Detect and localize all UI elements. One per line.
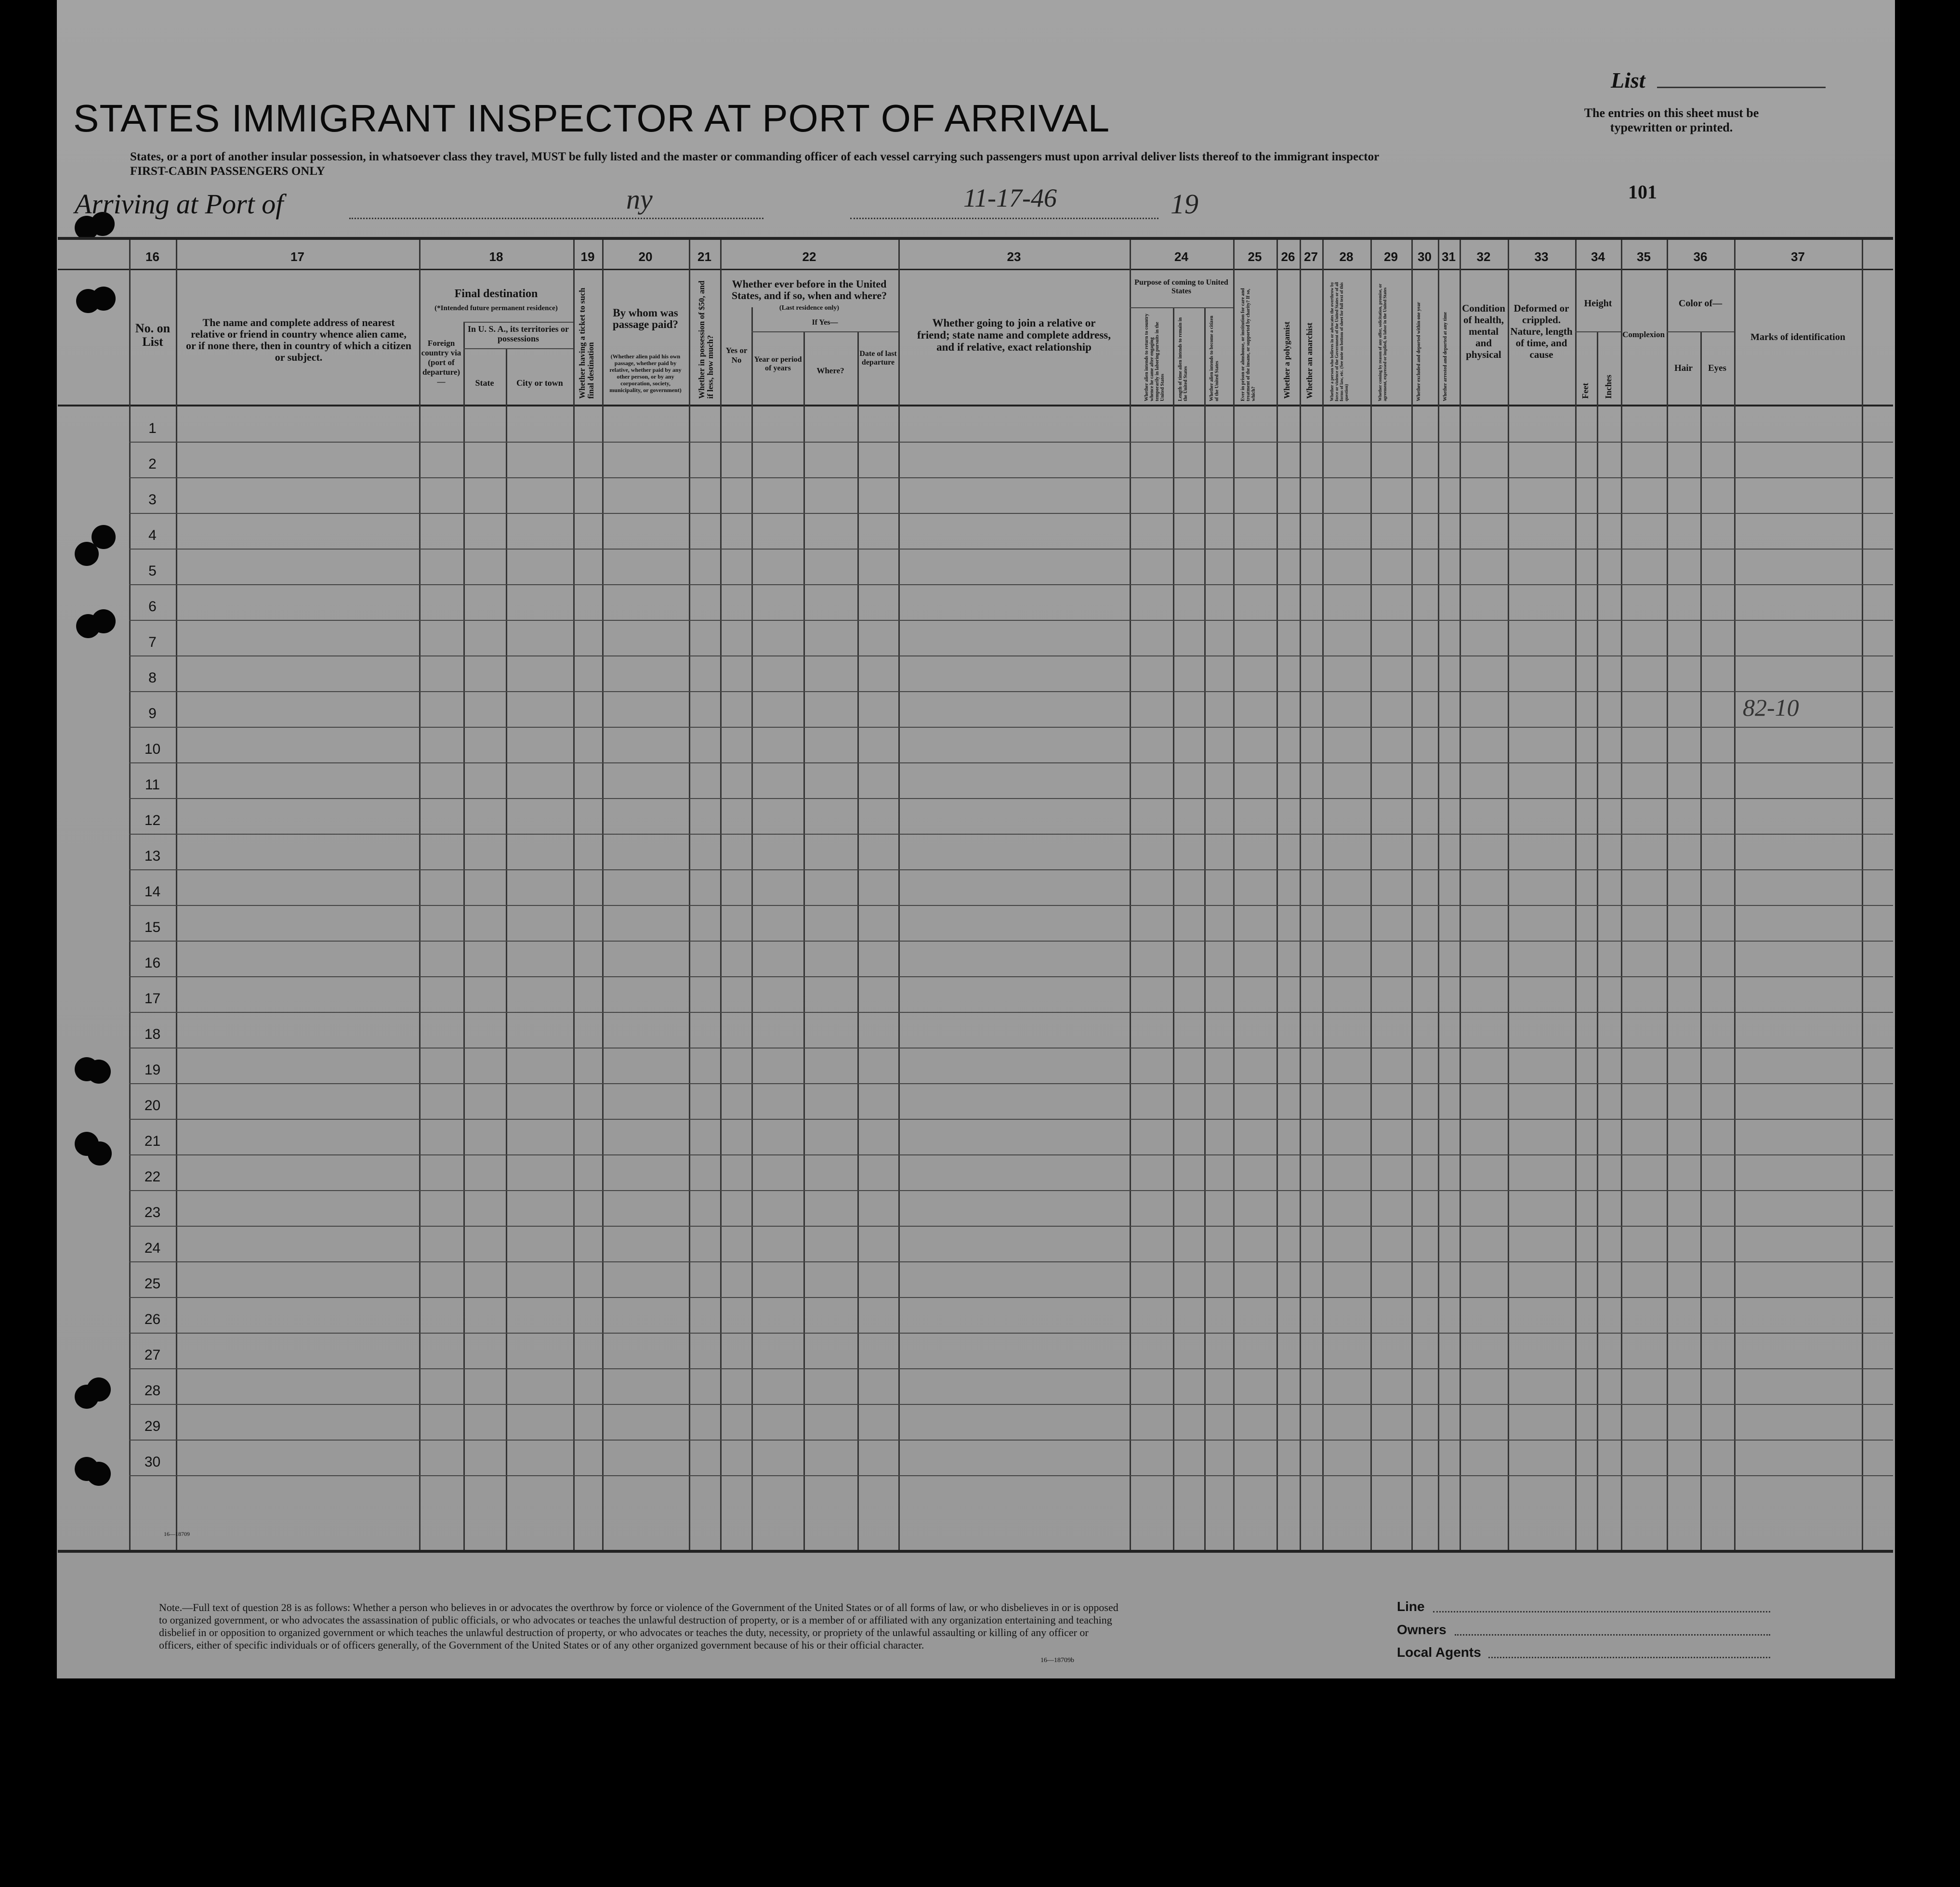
colnum-16: 16	[145, 249, 159, 264]
instruction-text: States, or a port of another insular possession, in whatsoever class they travel, MUST be fully listed and the master or commanding officer of each vessel carrying such passengers must upon arrival deliver lists thereof to the immigrant inspector	[130, 150, 1380, 163]
row-number: 25	[144, 1276, 161, 1292]
col-line	[1204, 307, 1206, 1550]
sub-divider	[463, 348, 573, 349]
col-line	[1438, 240, 1439, 1550]
hdr-fifty-dollars: Whether in possession of $50, and if less, how much?	[697, 280, 715, 399]
hdr-nearest-relative: The name and complete address of nearest relative or friend in country whence alien came, or if none there, then in country of which a citizen or subject.	[186, 316, 411, 363]
hdr-final-destination-sub: (*Intended future permanent residence)	[434, 304, 558, 312]
table-row	[129, 1368, 1893, 1369]
port-dotted-line	[349, 218, 763, 219]
row-number: 20	[144, 1098, 161, 1114]
col-line	[898, 240, 900, 1550]
hdr-purpose-c: Whether alien intends to become a citizen of the United States	[1209, 315, 1220, 401]
hdr-question-29: Whether coming by reason of any offer, solicitation, promise, or agreement, expressed or implied, to labor in the United States	[1378, 284, 1387, 401]
hdr-join-relative: Whether going to join a relative or friend; state name and complete address, and if relative, exact relationship	[917, 317, 1111, 353]
sub-divider	[1575, 331, 1621, 332]
col-line	[720, 240, 722, 1550]
col-line	[176, 240, 177, 1550]
table-row	[129, 655, 1893, 656]
row-number: 30	[144, 1454, 161, 1470]
table-row	[129, 442, 1893, 443]
col-line	[1300, 240, 1301, 1550]
colnum-28: 28	[1339, 249, 1354, 264]
hdr-hair: Hair	[1674, 363, 1693, 373]
table-row	[129, 1297, 1893, 1298]
hdr-feet: Feet	[1580, 383, 1590, 399]
footer-agents-field	[1488, 1657, 1770, 1658]
colnum-22: 22	[802, 249, 816, 264]
col-line	[1508, 240, 1509, 1550]
margin-handwriting: 82-10	[1743, 694, 1799, 721]
colnum-34: 34	[1591, 249, 1605, 264]
table-row	[129, 477, 1893, 478]
table-row	[129, 691, 1893, 692]
hdr-passage-paid-sub: (Whether alien paid his own passage, whether paid by relative, whether paid by any other person, or by any corporation, society, municipality, or government)	[609, 353, 682, 393]
row-number: 12	[144, 812, 161, 828]
footer-owners-label: Owners	[1397, 1622, 1447, 1637]
date-value: 11-17-46	[963, 183, 1057, 212]
hdr-marks: Marks of identification	[1750, 332, 1845, 342]
form-code-table: 16—18709	[164, 1531, 190, 1537]
hdr-where: Where?	[816, 366, 844, 375]
table-row	[129, 1119, 1893, 1120]
hdr-health: Condition of health, mental and physical	[1462, 302, 1505, 360]
row-number: 10	[144, 741, 161, 757]
hdr-if-yes: If Yes—	[812, 318, 838, 327]
row-number: 2	[148, 456, 157, 472]
sub-divider	[751, 331, 898, 332]
col-line	[1276, 240, 1278, 1550]
row-number: 15	[144, 919, 161, 935]
hdr-question-28: Whether a person who believes in or advocates the overthrow by force or violence of the Government of the United States or of all forms of law, etc. (See note on bottom of sheet for full text of this question)	[1329, 282, 1349, 401]
col-line	[1370, 240, 1372, 1550]
colnum-18: 18	[489, 249, 503, 264]
row-number: 16	[144, 955, 161, 971]
footer-owners-field	[1455, 1634, 1770, 1636]
table-row	[129, 798, 1893, 799]
hdr-final-destination: Final destination	[454, 288, 538, 300]
date-dotted-line	[850, 218, 1158, 219]
col-line	[463, 322, 465, 1550]
row-number: 21	[144, 1133, 161, 1149]
hdr-yes-no: Yes or No	[725, 346, 748, 365]
row-number: 24	[144, 1240, 161, 1256]
colnum-21: 21	[697, 249, 711, 264]
table-row	[129, 1440, 1893, 1441]
colnum-23: 23	[1007, 249, 1021, 264]
column-number-divider	[58, 269, 1893, 270]
hdr-complexion: Complexion	[1622, 330, 1665, 339]
col-line	[1173, 307, 1174, 1550]
table-row	[129, 869, 1893, 870]
row-number: 4	[148, 527, 157, 543]
sub-divider	[1130, 307, 1233, 308]
table-row	[129, 1083, 1893, 1084]
footer-agents-label: Local Agents	[1397, 1645, 1481, 1660]
col-line	[1411, 240, 1413, 1550]
sheet-number: 101	[1628, 181, 1657, 203]
footer-line-label: Line	[1397, 1599, 1425, 1614]
hdr-polygamist: Whether a polygamist	[1282, 321, 1291, 399]
col-line	[1460, 240, 1461, 1550]
row-number: 19	[144, 1062, 161, 1078]
table-row	[129, 1475, 1893, 1476]
table-row	[129, 762, 1893, 763]
colnum-36: 36	[1693, 249, 1708, 264]
col-line	[1621, 240, 1622, 1550]
sub-divider	[463, 322, 573, 323]
form-code-note: 16—18709b	[1040, 1657, 1074, 1664]
colnum-17: 17	[290, 249, 304, 264]
table-row	[129, 620, 1893, 621]
table-row	[129, 1333, 1893, 1334]
col-line	[1667, 240, 1668, 1550]
year-prefix: 19	[1171, 188, 1198, 220]
row-number: 26	[144, 1311, 161, 1327]
class-line: FIRST-CABIN PASSENGERS ONLY	[130, 165, 325, 178]
hdr-no-on-list: No. on List	[135, 321, 171, 349]
row-number: 1	[148, 420, 157, 436]
col-line	[506, 348, 507, 1550]
hdr-period: Year or period of years	[754, 355, 802, 372]
colnum-27: 27	[1304, 249, 1318, 264]
row-number: 18	[144, 1026, 161, 1042]
row-number: 3	[148, 492, 157, 508]
hdr-height: Height	[1584, 298, 1612, 309]
col-line	[602, 240, 604, 1550]
row-number: 9	[148, 706, 157, 721]
hdr-last-departure: Date of last departure	[859, 350, 897, 367]
row-number: 27	[144, 1347, 161, 1363]
header-bottom-divider	[58, 405, 1893, 406]
hdr-passage-paid: By whom was passage paid?	[612, 307, 679, 330]
manifest-table	[58, 237, 1893, 1553]
col-line	[1322, 240, 1324, 1550]
row-number: 22	[144, 1169, 161, 1185]
col-line	[419, 240, 421, 1550]
table-row	[129, 727, 1893, 728]
row-number: 8	[148, 670, 157, 686]
list-line	[1657, 87, 1826, 88]
hdr-in-usa: In U. S. A., its territories or possessions	[468, 324, 569, 343]
colnum-35: 35	[1637, 249, 1651, 264]
row-number: 14	[144, 884, 161, 900]
hdr-foreign-country: Foreign country via (port of departure)—	[421, 339, 461, 386]
table-row	[129, 941, 1893, 942]
list-label: List	[1611, 68, 1645, 92]
colnum-32: 32	[1476, 249, 1491, 264]
table-row	[129, 513, 1893, 514]
row-number: 13	[144, 848, 161, 864]
form-title: STATES IMMIGRANT INSPECTOR AT PORT OF ARRIVAL	[73, 97, 1110, 140]
colnum-30: 30	[1418, 249, 1432, 264]
table-row	[129, 976, 1893, 977]
hdr-deformed: Deformed or crippled. Nature, length of time, and cause	[1510, 302, 1573, 360]
col-line	[573, 240, 575, 1550]
table-row	[129, 1190, 1893, 1191]
row-number: 28	[144, 1383, 161, 1399]
hdr-purpose: Purpose of coming to United States	[1134, 278, 1228, 295]
colnum-31: 31	[1442, 249, 1456, 264]
table-row	[129, 1261, 1893, 1262]
port-value: ny	[626, 183, 653, 215]
col-line	[1575, 240, 1577, 1550]
table-row	[129, 584, 1893, 585]
hdr-prison: Ever in prison or almshouse, or institution for care and treatment of the insane, or supported by charity? If so, which?	[1240, 288, 1256, 401]
footer-line-field	[1433, 1611, 1770, 1612]
colnum-29: 29	[1384, 249, 1398, 264]
col-line	[689, 240, 690, 1550]
table-row	[129, 1226, 1893, 1227]
hdr-eyes: Eyes	[1708, 363, 1726, 373]
row-number: 11	[145, 777, 160, 793]
hdr-color-of: Color of—	[1678, 298, 1723, 309]
row-number: 29	[144, 1418, 161, 1434]
table-row	[129, 1154, 1893, 1155]
hdr-ever-before: Whether ever before in the United States, and if so, when and where?	[731, 278, 887, 301]
row-number: 7	[148, 634, 157, 650]
colnum-25: 25	[1248, 249, 1262, 264]
row-number: 23	[144, 1205, 161, 1220]
table-row	[129, 549, 1893, 550]
hdr-ticket: Whether having a ticket to such final destination	[578, 288, 595, 399]
hdr-purpose-b: Length of time alien intends to remain in the United States	[1178, 317, 1188, 401]
col-line	[751, 307, 753, 1550]
hdr-purpose-a: Whether alien intends to return to country whence he came after engaging temporarily in laboring pursuits in the United States	[1144, 314, 1165, 401]
row-number: 6	[148, 599, 157, 615]
footnote-question-28: Note.—Full text of question 28 is as follows: Whether a person who believes in or advocates the overthrow by force or violence of the Government of the United States or of all forms of law, or who disbelieves in or is opposed to organized government, or who advocates the assassination of public officials, or who advocates or teaches the unlawful destruction of property, or is a member of or affiliated with any organization entertaining and teaching disbelief in or opposition to organized government or which teaches the unlawful destruction of property, or who advocates or teaches the duty, necessity, or propriety of the unlawful assaulting or killing of any officer or officers, either of specific individuals or of officers generally, of the Government of the United States or of any other organized government because of his or their official character.	[159, 1601, 1118, 1651]
row-number: 17	[144, 991, 161, 1007]
col-line	[1130, 240, 1131, 1550]
hdr-city: City or town	[516, 378, 563, 388]
sub-divider	[1667, 331, 1734, 332]
col-line	[1862, 240, 1863, 1550]
arriving-label: Arriving at Port of	[75, 188, 284, 220]
colnum-37: 37	[1791, 249, 1805, 264]
colnum-26: 26	[1281, 249, 1295, 264]
colnum-19: 19	[580, 249, 595, 264]
row-number: 5	[148, 563, 157, 579]
table-row	[129, 834, 1893, 835]
colnum-20: 20	[638, 249, 653, 264]
hdr-state: State	[475, 378, 494, 388]
table-row	[129, 1012, 1893, 1013]
table-row	[129, 905, 1893, 906]
entries-note: The entries on this sheet must be typewritten or printed.	[1584, 106, 1759, 134]
hdr-anarchist: Whether an anarchist	[1305, 322, 1314, 399]
colnum-24: 24	[1174, 249, 1188, 264]
table-row	[129, 1404, 1893, 1405]
hdr-inches: Inches	[1604, 374, 1613, 399]
col-line	[1734, 240, 1736, 1550]
hdr-ever-before-sub: (Last residence only)	[779, 304, 840, 312]
colnum-33: 33	[1534, 249, 1549, 264]
hdr-arrested: Whether arrested and deported at any time	[1443, 312, 1448, 401]
hdr-excluded: Whether excluded and deported within one year	[1416, 302, 1421, 401]
col-line	[1233, 240, 1235, 1550]
